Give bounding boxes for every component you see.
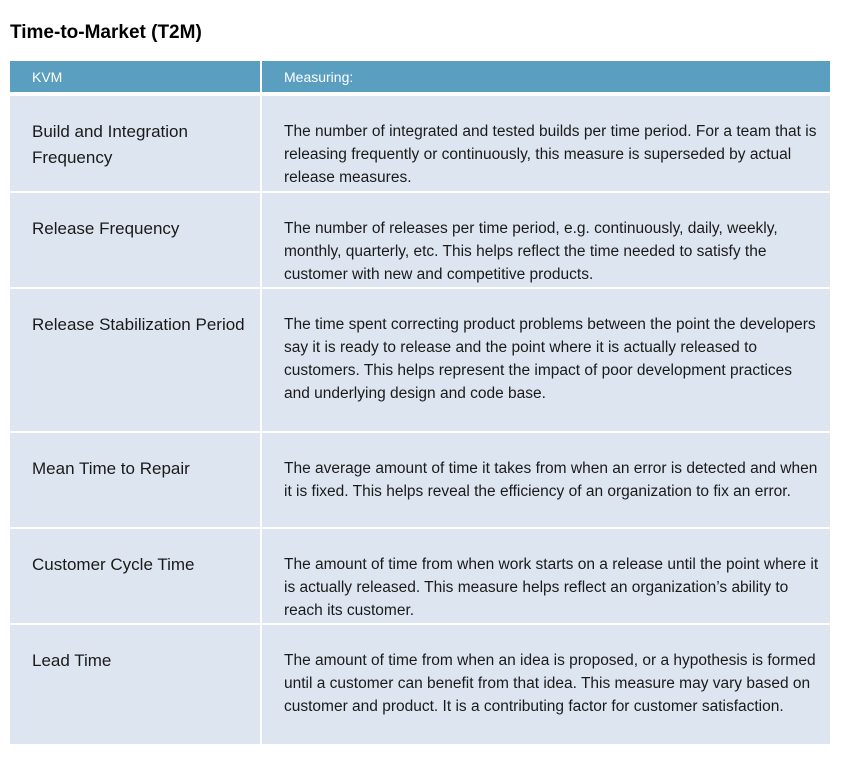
header-kvm: KVM [10, 61, 261, 94]
measuring-cell: The time spent correcting product problems between the point the developers say it is ready to release and the point where it is actually released to customers. This helps represent the impact of poor development practices and underlying design and code base. [261, 288, 830, 432]
table-row [10, 528, 830, 624]
header-measuring: Measuring: [261, 61, 830, 94]
measuring-cell: The number of releases per time period, e.g. continuously, daily, weekly, monthly, quarterly, etc. This helps reflect the time needed to satisfy the customer with new and competitive products. [261, 192, 830, 288]
table-row [10, 192, 830, 288]
table-header-row [10, 61, 830, 94]
kvm-cell: Customer Cycle Time [10, 528, 261, 624]
kvm-cell: Release Stabilization Period [10, 288, 261, 432]
measuring-cell: The number of integrated and tested builds per time period. For a team that is releasing frequently or continuously, this measure is superseded by actual release measures. [261, 94, 830, 192]
measuring-cell: The amount of time from when an idea is proposed, or a hypothesis is formed until a customer can benefit from that idea. This measure may vary based on customer and product. It is a contributing factor for customer satisfaction. [261, 624, 830, 744]
measuring-cell: The average amount of time it takes from when an error is detected and when it is fixed. This helps reveal the efficiency of an organization to fix an error. [261, 432, 830, 528]
kvm-cell: Build and Integration Frequency [10, 94, 261, 192]
page-title: Time-to-Market (T2M) [10, 22, 202, 43]
table-row [10, 288, 830, 432]
measuring-cell: The amount of time from when work starts on a release until the point where it is actually released. This measure helps reflect an organization’s ability to reach its customer. [261, 528, 830, 624]
kvm-table [10, 61, 830, 744]
table-row [10, 432, 830, 528]
kvm-cell: Mean Time to Repair [10, 432, 261, 528]
kvm-cell: Release Frequency [10, 192, 261, 288]
table-row [10, 624, 830, 744]
table-row [10, 94, 830, 192]
kvm-cell: Lead Time [10, 624, 261, 744]
